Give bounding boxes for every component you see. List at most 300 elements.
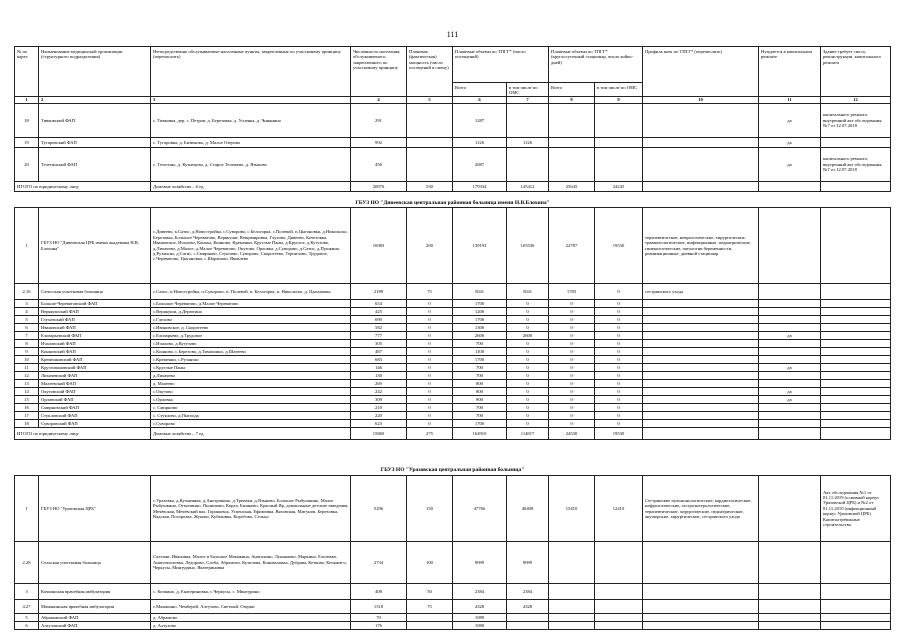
beddays-oms: 0 bbox=[595, 324, 643, 332]
bed-profile: Сестринские пульмонологические, кардиологические, нефрологические, гастроэнтерологические, терапевтические, хирургические, педиатрические, акушерские, хирургические, сестринского ухода bbox=[643, 476, 759, 542]
visits-total: 1126 bbox=[453, 137, 507, 147]
total-b: 25645 bbox=[549, 181, 595, 191]
visits-total: 2384 bbox=[453, 584, 507, 600]
column-number: 6 bbox=[453, 96, 507, 103]
org-name: Кочкинская врачебная амбулатория bbox=[39, 584, 151, 600]
table-row bbox=[15, 284, 891, 300]
beddays-oms bbox=[595, 542, 643, 584]
capacity: 75 bbox=[407, 600, 453, 614]
visits-oms: 0 bbox=[507, 412, 549, 420]
visits-total: 700 bbox=[453, 412, 507, 420]
header-beddays: Плановые объемы по ТПГГ* (круглосуточный стационар, число койко-дней) bbox=[549, 47, 643, 83]
row-number: 20 bbox=[15, 147, 39, 181]
bed-profile bbox=[643, 340, 759, 348]
population: 690 bbox=[351, 316, 407, 324]
org-name: Окутовский ФАП bbox=[39, 388, 151, 396]
repair-flag bbox=[759, 412, 821, 420]
row-number: 6 bbox=[15, 324, 39, 332]
capacity: 0 bbox=[407, 332, 453, 340]
capacity: 0 bbox=[407, 316, 453, 324]
total-pop: 15860 bbox=[351, 428, 407, 440]
population: 456 bbox=[351, 147, 407, 181]
visits-oms: 40408 bbox=[507, 476, 549, 542]
empty-cell bbox=[759, 428, 821, 440]
visits-oms: 0 bbox=[507, 308, 549, 316]
org-name: Сельская участковая больница bbox=[39, 542, 151, 584]
visits-oms: 0 bbox=[507, 364, 549, 372]
population: 269 bbox=[351, 380, 407, 388]
row-number: 15 bbox=[15, 396, 39, 404]
row-number: 17 bbox=[15, 412, 39, 420]
reconstruction-note bbox=[821, 420, 891, 428]
capacity: 0 bbox=[407, 412, 453, 420]
beddays-total bbox=[549, 614, 595, 622]
capacity: 0 bbox=[407, 420, 453, 428]
visits-total: 1089 bbox=[453, 614, 507, 622]
bed-profile bbox=[643, 396, 759, 404]
header-places: Непосредственно обслуживаемые населенные пункты, закрепленные по участковому принципу (перечислить) bbox=[151, 47, 351, 97]
places-list: с.Верякуши, д.Дерюгино bbox=[151, 308, 351, 316]
facilities-table bbox=[14, 46, 891, 192]
row-number: 13 bbox=[15, 380, 39, 388]
beddays-total: 15410 bbox=[549, 476, 595, 542]
beddays-oms: 0 bbox=[595, 372, 643, 380]
reconstruction-note: капитального ремонта, внутренний акт обследования №7 от 12.07.2018 bbox=[821, 147, 891, 181]
reconstruction-note bbox=[821, 372, 891, 380]
beddays-oms bbox=[595, 622, 643, 630]
header-visits: Плановые объемы по ТПГГ* (число посещений) bbox=[453, 47, 549, 83]
table-row bbox=[15, 308, 891, 316]
table-row bbox=[15, 380, 891, 388]
total-row bbox=[15, 428, 891, 440]
capacity: 50 bbox=[407, 584, 453, 600]
total-desc: Домовые хозяйства – 7 ед. bbox=[151, 428, 351, 440]
population: 487 bbox=[351, 348, 407, 356]
row-number: 2.16 bbox=[15, 284, 39, 300]
beddays-oms: 0 bbox=[595, 364, 643, 372]
total-v: 179334 bbox=[453, 181, 507, 191]
org-name: Кременковский ФАП bbox=[39, 356, 151, 364]
column-number: 9 bbox=[595, 96, 643, 103]
total-cap: 275 bbox=[407, 428, 453, 440]
row-number: 18 bbox=[15, 103, 39, 137]
beddays-oms: 0 bbox=[595, 348, 643, 356]
visits-oms: 0 bbox=[507, 324, 549, 332]
capacity: 0 bbox=[407, 300, 453, 308]
beddays-oms: 0 bbox=[595, 388, 643, 396]
visits-oms: 0 bbox=[507, 340, 549, 348]
places-list: с.Окутово bbox=[151, 388, 351, 396]
repair-flag: да bbox=[759, 103, 821, 137]
header-num: № по карте bbox=[15, 47, 39, 97]
reconstruction-note bbox=[821, 316, 891, 324]
row-number: 6 bbox=[15, 622, 39, 630]
reconstruction-note bbox=[821, 137, 891, 147]
org-name: ГБУЗ НО "Дивеевская ЦРБ имени академика Н.В. Блохина" bbox=[39, 208, 151, 284]
empty-cell bbox=[821, 181, 891, 191]
org-name: Стукловский ФАП bbox=[39, 412, 151, 420]
beddays-oms: 0 bbox=[595, 308, 643, 316]
places-list: с. Смирново bbox=[151, 404, 351, 412]
visits-total: 1200 bbox=[453, 308, 507, 316]
beddays-total: 0 bbox=[549, 348, 595, 356]
bed-profile bbox=[643, 300, 759, 308]
total-desc: Домовые хозяйства – 6 ед. bbox=[151, 181, 351, 191]
column-number: 2 bbox=[39, 96, 151, 103]
header-reconstruction: Здание требует сноса, реконструкции, капитального ремонта bbox=[821, 47, 891, 97]
reconstruction-note bbox=[821, 542, 891, 584]
table-row bbox=[15, 103, 891, 137]
bed-profile bbox=[643, 614, 759, 622]
visits-oms: 0 bbox=[507, 300, 549, 308]
header-org: Наименование медицинской организации (структурного подразделения) bbox=[39, 47, 151, 97]
column-number: 11 bbox=[759, 96, 821, 103]
header-population: Численность населения, обслуживаемого, закрепленного по участковому принципу bbox=[351, 47, 407, 97]
beddays-total bbox=[549, 600, 595, 614]
org-name: Елизарьевский ФАП bbox=[39, 332, 151, 340]
total-omsv: 114817 bbox=[507, 428, 549, 440]
total-b: 24530 bbox=[549, 428, 595, 440]
beddays-total: 0 bbox=[549, 300, 595, 308]
beddays-oms: 0 bbox=[595, 340, 643, 348]
repair-flag bbox=[759, 208, 821, 284]
column-number: 5 bbox=[407, 96, 453, 103]
places-list: с.Круглые Паны bbox=[151, 364, 351, 372]
visits-oms bbox=[507, 103, 549, 137]
beddays-total: 0 bbox=[549, 332, 595, 340]
table-row bbox=[15, 614, 891, 622]
table-row bbox=[15, 476, 891, 542]
beddays-total: 0 bbox=[549, 396, 595, 404]
table-row bbox=[15, 332, 891, 340]
total-pop: 20876 bbox=[351, 181, 407, 191]
row-number: 5 bbox=[15, 614, 39, 622]
population: 654 bbox=[351, 300, 407, 308]
total-cap: 530 bbox=[407, 181, 453, 191]
visits-oms: 4328 bbox=[507, 600, 549, 614]
visits-total: 1700 bbox=[453, 316, 507, 324]
reconstruction-note bbox=[821, 614, 891, 622]
places-list: с.Кременки, с.Рузанско bbox=[151, 356, 351, 364]
row-number: 5 bbox=[15, 316, 39, 324]
places-list: с. Стуклово, д.Пыголда bbox=[151, 412, 351, 420]
row-number: 10 bbox=[15, 356, 39, 364]
beddays-total: 0 bbox=[549, 316, 595, 324]
places-list: с. Телегино, д. Кузнецово, д. Старое Тележево, д. Языково bbox=[151, 147, 351, 181]
visits-total: 800 bbox=[453, 388, 507, 396]
org-name: Лихачевский ФАП bbox=[39, 372, 151, 380]
population: 2189 bbox=[351, 284, 407, 300]
beddays-total: 0 bbox=[549, 340, 595, 348]
beddays-oms: 0 bbox=[595, 332, 643, 340]
row-number: 1 bbox=[15, 208, 39, 284]
bed-profile bbox=[643, 316, 759, 324]
table-row bbox=[15, 420, 891, 428]
repair-flag bbox=[759, 600, 821, 614]
places-list: д.Лихачево bbox=[151, 372, 351, 380]
row-number: 12 bbox=[15, 372, 39, 380]
visits-oms: 105536 bbox=[507, 208, 549, 284]
beddays-total bbox=[549, 584, 595, 600]
repair-flag bbox=[759, 284, 821, 300]
capacity: 150 bbox=[407, 476, 453, 542]
bed-profile: терапевтические, неврологические, хирургические, травматологические, инфекционные, педиатрические, гинекологические, патологии беременности, реанимационные, дневной стационар bbox=[643, 208, 759, 284]
total-omsb: 19530 bbox=[595, 428, 643, 440]
total-v: 164910 bbox=[453, 428, 507, 440]
row-number: 3 bbox=[15, 584, 39, 600]
row-number: 3 bbox=[15, 300, 39, 308]
beddays-oms: 0 bbox=[595, 396, 643, 404]
reconstruction-note bbox=[821, 332, 891, 340]
visits-oms: 9099 bbox=[507, 542, 549, 584]
capacity: 0 bbox=[407, 308, 453, 316]
repair-flag bbox=[759, 404, 821, 412]
org-name: Орловский ФАП bbox=[39, 396, 151, 404]
org-name: Сатисская участковая больница bbox=[39, 284, 151, 300]
reconstruction-note bbox=[821, 300, 891, 308]
visits-oms: 5041 bbox=[507, 284, 549, 300]
reconstruction-note bbox=[821, 622, 891, 630]
capacity bbox=[407, 614, 453, 622]
places-list: д. Абрамово bbox=[151, 614, 351, 622]
reconstruction-note bbox=[821, 324, 891, 332]
bed-profile bbox=[643, 412, 759, 420]
org-name: Тивковский ФАП bbox=[39, 103, 151, 137]
capacity: 0 bbox=[407, 348, 453, 356]
bed-profile: сестринского ухода bbox=[643, 284, 759, 300]
repair-flag: да bbox=[759, 388, 821, 396]
empty-cell bbox=[643, 181, 759, 191]
table-row bbox=[15, 622, 891, 630]
column-number: 12 bbox=[821, 96, 891, 103]
bed-profile bbox=[643, 308, 759, 316]
bed-profile bbox=[643, 380, 759, 388]
table-row bbox=[15, 396, 891, 404]
population: 425 bbox=[351, 308, 407, 316]
header-repair: Нуждается в капитальном ремонте bbox=[759, 47, 821, 97]
population: 683 bbox=[351, 356, 407, 364]
bed-profile bbox=[643, 356, 759, 364]
visits-oms: 0 bbox=[507, 348, 549, 356]
beddays-oms: 0 bbox=[595, 404, 643, 412]
visits-total: 700 bbox=[453, 372, 507, 380]
bed-profile bbox=[643, 147, 759, 181]
org-name: Глуховский ФАП bbox=[39, 316, 151, 324]
bed-profile bbox=[643, 348, 759, 356]
org-name: Круглопановский ФАП bbox=[39, 364, 151, 372]
org-name: Суворовский ФАП bbox=[39, 420, 151, 428]
beddays-oms: 0 bbox=[595, 284, 643, 300]
row-number: 8 bbox=[15, 340, 39, 348]
reconstruction-note bbox=[821, 380, 891, 388]
row-number: 4.27 bbox=[15, 600, 39, 614]
table-row bbox=[15, 208, 891, 284]
org-name: Смирновский ФАП bbox=[39, 404, 151, 412]
beddays-oms bbox=[595, 614, 643, 622]
bed-profile bbox=[643, 404, 759, 412]
reconstruction-note bbox=[821, 308, 891, 316]
empty-cell bbox=[821, 428, 891, 440]
bed-profile bbox=[643, 103, 759, 137]
population: 582 bbox=[351, 324, 407, 332]
header-beddays-oms: в том числе по ОМС bbox=[595, 83, 643, 97]
table-row bbox=[15, 404, 891, 412]
beddays-oms bbox=[595, 147, 643, 181]
table-row bbox=[15, 364, 891, 372]
visits-total: 1080 bbox=[453, 622, 507, 630]
capacity: 0 bbox=[407, 324, 453, 332]
bed-profile bbox=[643, 324, 759, 332]
places-list: с.Дивеево, к.Сатис, д.Новостройка, с.Суворово, с.Белогорка, с.Полевой, п.Цыгановка, д.Никольско, Березовка, Большое Череватово, Верякуши, Вещимировка, Глухово, Дивеево, Кочетовка, Ивановское, Ичалово, Конаха, Конново, Кременки, Круглые Паны, д.Круглое, д.Кутузово, д.Лихачево, д.Малое, д.Малое Череватово, Окутово, Орловка, д.Суворово, д.Сатис, д.Пушкино, д.Рузанско, д.Сатис, с.Смирново, Стуклово, Суворово, Скоротеево, Терпилово, Трудовое, с.Череватово, Цыгановка, с.Шарапово, Яковлево bbox=[151, 208, 351, 284]
places-list: д. Малеево bbox=[151, 380, 351, 388]
population: 291 bbox=[351, 103, 407, 137]
repair-flag: да bbox=[759, 147, 821, 181]
bed-profile bbox=[643, 137, 759, 147]
population: 1518 bbox=[351, 600, 407, 614]
reconstruction-note bbox=[821, 396, 891, 404]
places-list: с. Тугаровка, д. Бизюково, д. Малое Озерово bbox=[151, 137, 351, 147]
repair-flag: да bbox=[759, 332, 821, 340]
visits-total: 139193 bbox=[453, 208, 507, 284]
section-title: ГБУЗ НО "Уразовская центральная районная больница" bbox=[380, 467, 525, 473]
table-row bbox=[15, 340, 891, 348]
header-beddays-total: Всего bbox=[549, 83, 595, 97]
beddays-oms bbox=[595, 137, 643, 147]
capacity: 0 bbox=[407, 404, 453, 412]
beddays-oms: 0 bbox=[595, 380, 643, 388]
visits-total: 800 bbox=[453, 380, 507, 388]
table-row bbox=[15, 372, 891, 380]
places-list: с.Суворово bbox=[151, 420, 351, 428]
capacity: 0 bbox=[407, 380, 453, 388]
beddays-oms bbox=[595, 584, 643, 600]
bed-profile bbox=[643, 600, 759, 614]
org-name: Малеевский ФАП bbox=[39, 380, 151, 388]
visits-oms bbox=[507, 622, 549, 630]
beddays-total: 0 bbox=[549, 356, 595, 364]
org-name: Абрамовский ФАП bbox=[39, 614, 151, 622]
beddays-total: 0 bbox=[549, 372, 595, 380]
population: 146 bbox=[351, 364, 407, 372]
beddays-total: 0 bbox=[549, 380, 595, 388]
org-name: Тугаровский ФАП bbox=[39, 137, 151, 147]
places-list: с.Большое Череватово, д.Малое Череватово bbox=[151, 300, 351, 308]
places-list: с.Мамакино, Чемберей, Алтузово, Светлый, Озерки bbox=[151, 600, 351, 614]
table-row bbox=[15, 412, 891, 420]
beddays-total: 0 bbox=[549, 308, 595, 316]
beddays-total bbox=[549, 622, 595, 630]
capacity bbox=[407, 147, 453, 181]
org-name: Ивановский ФАП bbox=[39, 324, 151, 332]
beddays-total bbox=[549, 103, 595, 137]
places-list: с.Уразовка, д.Кузьминка, д.Анотракино, д.Трепаки, д.Языково, Большое Рыбушкино, Малое Рыбушкино, Отмолвино, Пилишово, Кирга, Бизяково, Красный Яр, дошкольные детские заведения Мечёвская, Мечёвский вал, Горшковск, Успенская, Ефимовка, Вязовская, Мигунов, Березовка, Вадская, Погорелка, Жуково, Кубаковка, Коробово, Сельцо bbox=[151, 476, 351, 542]
repair-flag bbox=[759, 584, 821, 600]
population: 2734 bbox=[351, 542, 407, 584]
table-row bbox=[15, 137, 891, 147]
capacity: 75 bbox=[407, 284, 453, 300]
beddays-oms: 19530 bbox=[595, 208, 643, 284]
population: 5296 bbox=[351, 476, 407, 542]
visits-total: 700 bbox=[453, 340, 507, 348]
capacity: 0 bbox=[407, 388, 453, 396]
population: 242 bbox=[351, 388, 407, 396]
row-number: 9 bbox=[15, 348, 39, 356]
table-row bbox=[15, 147, 891, 181]
row-number: 7 bbox=[15, 332, 39, 340]
visits-total: 47766 bbox=[453, 476, 507, 542]
reconstruction-note bbox=[821, 208, 891, 284]
population: 210 bbox=[351, 404, 407, 412]
visits-oms: 0 bbox=[507, 380, 549, 388]
visits-total: 4328 bbox=[453, 600, 507, 614]
beddays-oms: 0 bbox=[595, 316, 643, 324]
row-number: 11 bbox=[15, 364, 39, 372]
column-numbers-row bbox=[15, 96, 891, 103]
facilities-table bbox=[14, 207, 891, 440]
table-row bbox=[15, 348, 891, 356]
total-row bbox=[15, 181, 891, 191]
population: 309 bbox=[351, 396, 407, 404]
bed-profile bbox=[643, 420, 759, 428]
beddays-total bbox=[549, 137, 595, 147]
visits-total: 2600 bbox=[453, 332, 507, 340]
visits-total: 2087 bbox=[453, 147, 507, 181]
org-name: Больше-Череватовский ФАП bbox=[39, 300, 151, 308]
capacity bbox=[407, 622, 453, 630]
repair-flag bbox=[759, 476, 821, 542]
beddays-total: 0 bbox=[549, 404, 595, 412]
header-visits-total: Всего bbox=[453, 83, 507, 97]
population: 130 bbox=[351, 372, 407, 380]
table-row bbox=[15, 388, 891, 396]
capacity: 0 bbox=[407, 340, 453, 348]
total-label: ИТОГО по юридическому лицу bbox=[15, 428, 151, 440]
bed-profile bbox=[643, 364, 759, 372]
empty-cell bbox=[643, 428, 759, 440]
places-list: д. Алтузово bbox=[151, 622, 351, 630]
reconstruction-note bbox=[821, 356, 891, 364]
repair-flag bbox=[759, 622, 821, 630]
column-number: 3 bbox=[151, 96, 351, 103]
places-list: с. Тивковка, дер. с. Петров, д. Березовка, д. Успенка, д. Чинянино bbox=[151, 103, 351, 137]
visits-oms: 0 bbox=[507, 404, 549, 412]
beddays-oms bbox=[595, 103, 643, 137]
visits-oms bbox=[507, 614, 549, 622]
table-row bbox=[15, 300, 891, 308]
beddays-total: 1783 bbox=[549, 284, 595, 300]
beddays-total: 22787 bbox=[549, 208, 595, 284]
table-row bbox=[15, 600, 891, 614]
reconstruction-note bbox=[821, 404, 891, 412]
visits-total: 1700 bbox=[453, 356, 507, 364]
population: 992 bbox=[351, 137, 407, 147]
bed-profile bbox=[643, 332, 759, 340]
beddays-oms bbox=[595, 600, 643, 614]
header-visits-oms: в том числе по ОМС bbox=[507, 83, 549, 97]
visits-oms: 0 bbox=[507, 420, 549, 428]
places-list: Салтани, Ивановка, Малое и Большое Мамакина, Анатолино, Лукьяново, Маркино, Ельтовка, Анатолиоловка, Ледорово, Слоба, Абрамово, Кузилова, Коноваловка, Дубрава, Кетково, Кочкаев-о, Черкусы, Минтурино, Якатериновка bbox=[151, 542, 351, 584]
reconstruction-note: капитального ремонта, внутренний акт обследования №7 от 12.07.2018 bbox=[821, 103, 891, 137]
places-list: с.Ивановское, д. Скоротеево bbox=[151, 324, 351, 332]
visits-oms: 0 bbox=[507, 388, 549, 396]
repair-flag: да bbox=[759, 137, 821, 147]
repair-flag bbox=[759, 420, 821, 428]
org-name: Верякушский ФАП bbox=[39, 308, 151, 316]
table-row bbox=[15, 584, 891, 600]
beddays-total: 0 bbox=[549, 420, 595, 428]
beddays-oms: 0 bbox=[595, 420, 643, 428]
reconstruction-note bbox=[821, 412, 891, 420]
